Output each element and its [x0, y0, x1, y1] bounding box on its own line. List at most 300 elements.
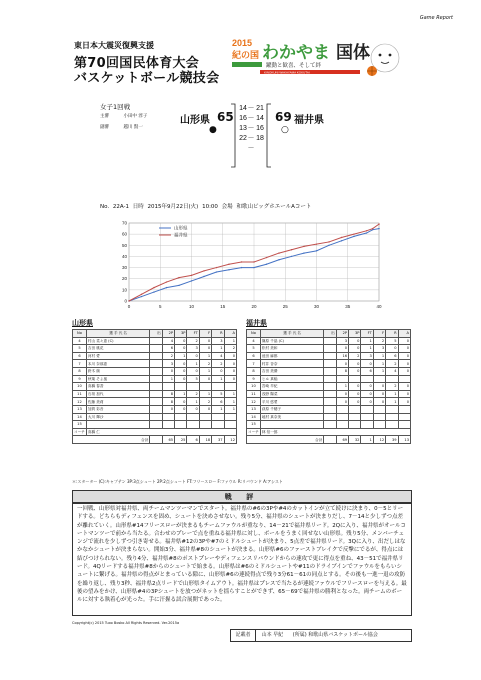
player-cell: 0 [349, 360, 361, 368]
player-cell [224, 413, 236, 421]
data-point [341, 240, 342, 241]
player-cell [336, 405, 348, 413]
player-cell: 2 [199, 360, 211, 368]
totals-label: 合計 [247, 436, 324, 444]
player-cell: 0 [336, 398, 348, 406]
player-cell: 2 [386, 360, 398, 368]
player-cell: 5 [247, 345, 261, 353]
competition-title: バスケットボール競技会 [74, 71, 220, 86]
venue-label: 会場 [221, 204, 233, 210]
player-cell: 0 [175, 367, 187, 375]
player-cell: 0 [349, 345, 361, 353]
player-cell: 秋葉 そよ風 [86, 375, 149, 383]
score-progress-chart [115, 219, 385, 313]
box-header-cell: 選 手 氏 名 [260, 330, 323, 338]
player-cell: 平川 悠愛 [260, 398, 323, 406]
y-tick-label: 20 [121, 276, 127, 282]
box-header-cell: A [224, 330, 236, 338]
player-cell [212, 413, 224, 421]
report-label: Game Report [419, 15, 453, 21]
player-cell: 0 [398, 398, 410, 406]
player-cell: 0 [224, 360, 236, 368]
player-cell [373, 421, 385, 429]
player-cell: 0 [398, 345, 410, 353]
player-cell [150, 352, 162, 360]
data-point [166, 281, 167, 282]
data-point [316, 243, 317, 244]
player-cell [150, 345, 162, 353]
player-cell: 4 [386, 367, 398, 375]
player-row [247, 352, 411, 360]
player-cell: 0 [349, 390, 361, 398]
player-cell: 0 [175, 345, 187, 353]
team-left-name: 山形県 [180, 115, 210, 126]
player-cell [324, 360, 336, 368]
coach-label: コーチ [74, 430, 85, 435]
game-info-row [100, 202, 311, 210]
x-tick-label: 10 [188, 304, 195, 309]
player-cell: 0 [361, 383, 373, 391]
x-tick-label: 5 [158, 304, 162, 309]
x-tick-label: 20 [251, 304, 257, 309]
totals-row [247, 436, 411, 444]
player-row [73, 360, 237, 368]
player-cell: 5 [73, 345, 87, 353]
player-cell: 吉田 美優 [260, 367, 323, 375]
player-cell: 1 [386, 390, 398, 398]
player-cell: 7 [73, 360, 87, 368]
data-point [203, 276, 204, 277]
player-cell: 池田 麻都 [260, 352, 323, 360]
data-point [191, 275, 192, 276]
box-header-cell: 出 [150, 330, 162, 338]
player-row [247, 337, 411, 345]
venue-value: 和歌山ビッグホエールAコート [236, 204, 312, 210]
player-cell: 2 [224, 345, 236, 353]
player-cell: 6 [162, 345, 174, 353]
player-cell [150, 398, 162, 406]
player-cell [175, 383, 187, 391]
player-cell [324, 367, 336, 375]
x-tick-label: 15 [220, 304, 226, 309]
umpire-row [100, 124, 143, 130]
data-point [178, 285, 179, 286]
umpire-label: 副審 [100, 125, 109, 130]
player-cell: 大川 輝沙 [86, 413, 149, 421]
logo-year: 2015 [232, 38, 253, 48]
player-row [247, 421, 411, 429]
player-row [247, 413, 411, 421]
referee-row [100, 113, 147, 119]
totals-cell [150, 436, 162, 444]
player-cell [150, 421, 162, 429]
player-cell: 浅野 陽菜 [260, 390, 323, 398]
data-point [378, 228, 379, 229]
player-cell: 0 [224, 375, 236, 383]
player-cell: 7 [247, 360, 261, 368]
y-tick-label: 0 [124, 298, 127, 304]
q2-left: 16 [239, 115, 247, 122]
player-cell: 1 [361, 345, 373, 353]
player-cell: 0 [349, 398, 361, 406]
data-point [216, 271, 217, 272]
player-cell: 0 [336, 390, 348, 398]
player-cell: 1 [361, 337, 373, 345]
player-cell: 6 [361, 367, 373, 375]
player-cell: 9 [247, 375, 261, 383]
game-no-label: No. [100, 204, 110, 210]
data-point [241, 261, 242, 262]
data-point [216, 267, 217, 268]
player-cell: 8 [336, 367, 348, 375]
data-point [353, 233, 354, 234]
player-cell: 15 [73, 421, 87, 429]
player-cell: 1 [162, 375, 174, 383]
data-point [141, 296, 142, 297]
totals-cell: 1 [361, 436, 373, 444]
player-cell: 5 [212, 390, 224, 398]
coach-name: 林 信一郎 [260, 428, 410, 436]
player-cell [86, 421, 149, 429]
data-point [178, 277, 179, 278]
q3-left: 13 [239, 125, 247, 132]
player-cell: 3 [336, 337, 348, 345]
player-cell: 0 [349, 367, 361, 375]
data-point [228, 269, 229, 270]
player-cell [150, 413, 162, 421]
player-cell: 13 [73, 405, 87, 413]
player-cell: 0 [162, 367, 174, 375]
player-cell: 8 [162, 398, 174, 406]
player-cell [324, 421, 336, 429]
totals-cell: 12 [224, 436, 236, 444]
writer-org: (所属) 和歌山県バスケットボール協会 [292, 632, 378, 638]
player-cell: 5 [386, 337, 398, 345]
player-cell [187, 421, 199, 429]
player-cell [324, 337, 336, 345]
player-cell: ヒル 真稲 [260, 375, 323, 383]
player-cell: 0 [336, 360, 348, 368]
player-cell [398, 421, 410, 429]
box-header-cell: 2P [162, 330, 174, 338]
totals-cell [324, 436, 336, 444]
box-header-cell: R [386, 330, 398, 338]
data-point [253, 267, 254, 268]
player-cell [150, 375, 162, 383]
data-point [128, 300, 129, 301]
player-cell: 0 [187, 405, 199, 413]
box-header-cell: F [373, 330, 385, 338]
player-cell: 村山 菜々恵 (C) [86, 337, 149, 345]
player-cell: 0 [224, 352, 236, 360]
box-header-cell: R [212, 330, 224, 338]
player-cell [324, 345, 336, 353]
player-cell: 1 [373, 352, 385, 360]
box-score-right [246, 329, 411, 444]
totals-cell: 13 [398, 436, 410, 444]
player-cell: 本川 奈那恵 [86, 360, 149, 368]
data-point [191, 280, 192, 281]
y-tick-label: 30 [121, 265, 127, 271]
player-cell: 16 [336, 352, 348, 360]
player-cell: 0 [398, 352, 410, 360]
writer-box [230, 629, 412, 642]
player-cell: 11 [247, 390, 261, 398]
player-cell: 加賀 彩音 [86, 405, 149, 413]
y-tick-label: 10 [121, 287, 127, 293]
player-cell: 8 [247, 367, 261, 375]
player-cell: 1 [386, 398, 398, 406]
data-point [153, 291, 154, 292]
data-point [316, 250, 317, 251]
player-cell [398, 375, 410, 383]
player-row [73, 345, 237, 353]
data-point [228, 264, 229, 265]
player-cell: 10 [247, 383, 261, 391]
player-cell: 4 [162, 337, 174, 345]
box-header-cell: No [73, 330, 87, 338]
player-row [247, 360, 411, 368]
player-cell: 1 [212, 405, 224, 413]
x-tick-label: 25 [282, 304, 288, 309]
data-point [203, 270, 204, 271]
box-right-title: 福井県 [246, 319, 267, 327]
box-score-left [72, 329, 237, 444]
data-point [341, 237, 342, 238]
q2-right: 14 [256, 115, 264, 122]
player-cell: 1 [212, 345, 224, 353]
player-cell: 1 [224, 337, 236, 345]
player-cell [187, 413, 199, 421]
player-cell: 0 [398, 360, 410, 368]
data-point [366, 232, 367, 233]
box-header-cell: FT [361, 330, 373, 338]
y-tick-label: 60 [121, 231, 127, 237]
player-cell [386, 413, 398, 421]
data-point [303, 246, 304, 247]
data-point [266, 257, 267, 258]
svg-text:－: － [247, 105, 255, 112]
totals-cell: 6 [187, 436, 199, 444]
player-cell: 9 [73, 375, 87, 383]
data-point [278, 252, 279, 253]
player-cell: 14 [247, 413, 261, 421]
player-row [73, 405, 237, 413]
data-point [372, 228, 373, 229]
player-cell [361, 375, 373, 383]
player-row [247, 375, 411, 383]
player-cell: 2 [212, 360, 224, 368]
legend-label: 福井県 [174, 232, 188, 238]
svg-text:紀の国: 紀の国 [232, 50, 260, 60]
player-row [73, 421, 237, 429]
player-cell: 0 [199, 337, 211, 345]
player-cell [150, 367, 162, 375]
data-point [366, 230, 367, 231]
player-cell [162, 421, 174, 429]
quarter-scores [227, 101, 275, 169]
player-cell: 鈴木 絢 [86, 367, 149, 375]
box-header-cell: 2P [336, 330, 348, 338]
player-cell: 佐藤 美莉 [86, 398, 149, 406]
player-cell: 0 [398, 383, 410, 391]
player-cell: 6 [73, 352, 87, 360]
q4-left: 22 [239, 135, 247, 142]
player-cell [175, 421, 187, 429]
data-point [253, 261, 254, 262]
totals-cell: 18 [199, 436, 211, 444]
date-label: 日時 [132, 204, 144, 210]
q1-right: 21 [256, 105, 264, 112]
player-cell: 0 [199, 405, 211, 413]
player-cell: 0 [361, 390, 373, 398]
data-point [353, 236, 354, 237]
coach-name: 高橋 仁 [86, 428, 236, 436]
player-cell: 3 [212, 337, 224, 345]
totals-cell: 37 [212, 436, 224, 444]
copyright: Copyright(c) 2015 Tuxo Bosko All Rights Reserved. Ver.2015a [72, 621, 180, 625]
coach-row [247, 428, 411, 436]
svg-text:わかやま: わかやま [262, 43, 330, 62]
q3-right: 16 [256, 125, 264, 132]
y-tick-label: 50 [121, 242, 127, 248]
event-title: 第70回国民体育大会 [74, 56, 200, 71]
player-cell: 2 [187, 337, 199, 345]
data-point [278, 259, 279, 260]
data-point [153, 287, 154, 288]
player-cell [212, 421, 224, 429]
team-right-name: 福井県 [294, 115, 324, 126]
player-cell: 0 [175, 337, 187, 345]
player-cell: 0 [361, 360, 373, 368]
player-row [247, 398, 411, 406]
game-no-value: 22A-1 [112, 204, 130, 210]
player-cell: 2 [162, 352, 174, 360]
player-cell: 12 [73, 398, 87, 406]
player-cell: 高橋 春香 [86, 383, 149, 391]
game-round: 女子1回戦 [100, 103, 131, 111]
player-cell: 2 [386, 383, 398, 391]
player-cell [336, 413, 348, 421]
totals-label: 合計 [73, 436, 150, 444]
player-cell [349, 375, 361, 383]
player-cell: 8 [73, 367, 87, 375]
player-cell [150, 405, 162, 413]
player-cell: 0 [175, 398, 187, 406]
totals-cell: 32 [349, 436, 361, 444]
x-tick-label: 0 [127, 304, 131, 309]
player-cell: 2 [199, 398, 211, 406]
player-cell: 荻原 千穂子 [260, 405, 323, 413]
x-tick-label: 40 [376, 304, 382, 309]
data-point [328, 241, 329, 242]
box-header-cell: A [398, 330, 410, 338]
player-cell: 11 [73, 390, 87, 398]
player-cell: 2 [373, 337, 385, 345]
player-cell: 1 [199, 352, 211, 360]
player-cell: 4 [73, 337, 87, 345]
right-result-mark: ○ [281, 125, 289, 135]
player-cell: 5 [187, 375, 199, 383]
player-cell: 1 [224, 398, 236, 406]
player-cell: 0 [224, 367, 236, 375]
player-cell: 1 [175, 390, 187, 398]
player-cell: 10 [73, 383, 87, 391]
player-row [73, 337, 237, 345]
player-row [247, 345, 411, 353]
player-cell: 3 [187, 345, 199, 353]
player-cell: 1 [199, 367, 211, 375]
player-cell [361, 421, 373, 429]
player-cell: 0 [175, 405, 187, 413]
player-cell: 1 [199, 390, 211, 398]
player-cell [324, 390, 336, 398]
svg-text:－: － [247, 145, 255, 152]
player-cell [150, 360, 162, 368]
mascot-icon [367, 44, 399, 76]
player-cell: 0 [373, 383, 385, 391]
player-cell: 篠原 千晶 (C) [260, 337, 323, 345]
totals-cell: 25 [175, 436, 187, 444]
player-cell [162, 383, 174, 391]
player-cell: 15 [247, 421, 261, 429]
player-cell [324, 413, 336, 421]
player-cell: 0 [187, 352, 199, 360]
coach-row [73, 428, 237, 436]
coach-label: コーチ [248, 430, 259, 435]
player-row [73, 383, 237, 391]
player-cell: 0 [349, 383, 361, 391]
player-cell [398, 405, 410, 413]
player-cell [336, 421, 348, 429]
player-cell [386, 405, 398, 413]
player-cell [361, 413, 373, 421]
data-point [303, 252, 304, 253]
totals-row [73, 436, 237, 444]
stats-legend: ＊:スターター (C):キャプテン 3P:3点シュート 2P:2点シュート FT:フリースロー F:ファウル R:リバウンド A:アシスト [72, 479, 283, 484]
player-cell: 8 [162, 390, 174, 398]
player-cell [349, 413, 361, 421]
totals-cell: 69 [336, 436, 348, 444]
player-cell: 3 [162, 360, 174, 368]
player-cell: 0 [373, 398, 385, 406]
player-cell [398, 413, 410, 421]
player-cell [324, 375, 336, 383]
player-cell: 0 [398, 337, 410, 345]
player-cell [349, 405, 361, 413]
player-row [247, 390, 411, 398]
player-cell: 3 [373, 345, 385, 353]
player-cell: 0 [349, 337, 361, 345]
player-cell [361, 405, 373, 413]
player-cell: 石垣 加代 [86, 390, 149, 398]
player-cell [324, 398, 336, 406]
player-cell: 1 [224, 390, 236, 398]
player-cell: 2 [349, 352, 361, 360]
player-cell: 0 [398, 367, 410, 375]
commentary-title: 戦 評 [72, 490, 412, 504]
player-cell: 12 [247, 398, 261, 406]
commentary-text: 一回戦、山形県対福井県、両チームマンツーマンでスタート。福井県の#6の3Pや#4のカットインが立て続けに決まり、0－5とリードする。どちらもディフェンスを固め、シュートを決めさせない。残り5分、福井県のシュートが決まりだし、7－14と少しずつ点差が離れていく。山形県#14フリースローが決まるもチームファウルが重なり、14－21で福井県リード。2Qに入り、福井県がオールコートマンツーで前から当たる。合わせのプレーで点を重ねる福井県に対し、ボールをうまく回せない山形県。残り5分、メンバーチェンジで流れを少しずつ引き寄せる。福井県#12の3Pや#7のミドルシュートが決まり、5点差で福井県リード。3Qに入り、出だしはなかなかシュートが決まらない。開始3分、福井県#8のシュートが決まる。山形県#6のファーストブレイクで反撃にでるが、得点には結びつけられない。残り4分、福井県#8のポストプレーやディフェンスリバウンドからの速攻で更に得点を重ね、43－51で福井県リード。4Qリードする福井県#8からのシュートで始まる。山形県は#6のミドルシュートや#11のドライブインでファウルをもらいシュートに繋げる。福井県の得点がとまっている隙に、山形県#6の連続得点で残り3分61－61の同点とする。その後も一進一退の攻防を繰り返し、残り3秒、福井県2点リードで山形県タイムアウト。福井県はプレスで当たるが連続ファウルでフリースローを与える。最後の望みをかけ、山形県#4の3Pシュートを放つがネットを揺らすことができず、65－69で福井県の勝利となった。両チームのボールに対する執着心が光った。手に汗握る試合展開であった。 [72, 502, 412, 616]
player-cell: 0 [175, 375, 187, 383]
player-cell [324, 405, 336, 413]
player-row [247, 367, 411, 375]
player-cell: 6 [386, 352, 398, 360]
x-tick-label: 30 [313, 304, 320, 309]
player-cell [212, 383, 224, 391]
player-cell: 1 [187, 398, 199, 406]
player-cell: 村井 杏奈 [260, 360, 323, 368]
